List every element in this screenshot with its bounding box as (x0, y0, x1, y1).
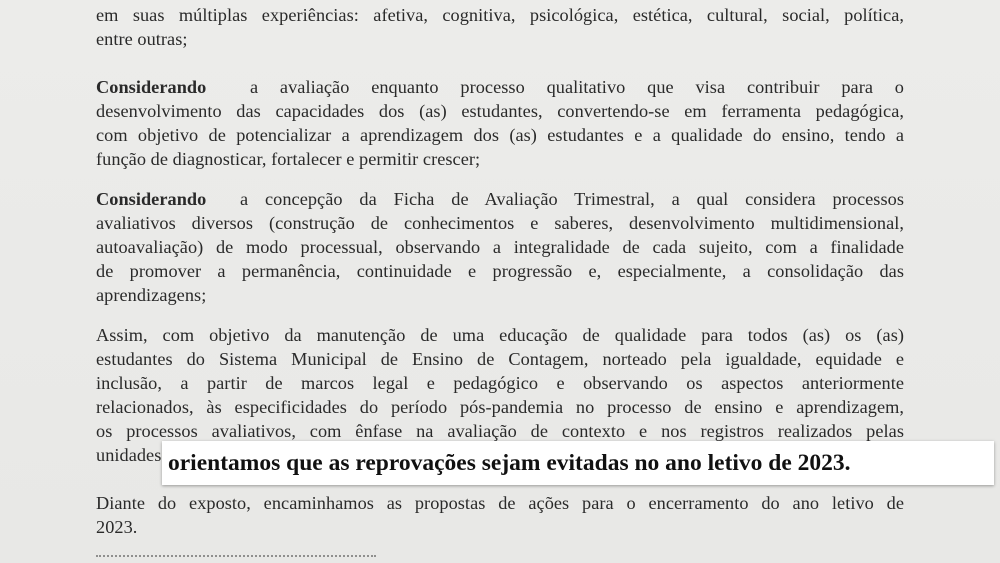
paragraph-3-line-4: de promover a permanência, continuidade e progressão e, especialmente, a consolidação das (96, 261, 904, 281)
paragraph-1-line-2: entre outras; (96, 29, 188, 49)
paragraph-5-line-1: Diante do exposto, encaminhamos as propostas de ações para o encerramento do ano letivo de (96, 493, 904, 513)
paragraph-2-first-rest: a avaliação enquanto processo qualitativo que visa contribuir para o (249, 77, 904, 97)
paragraph-1-line-1: em suas múltiplas experiências: afetiva, cognitiva, psicológica, estética, cultural, social, política, (96, 5, 904, 25)
paragraph-4-line-3: inclusão, a partir de marcos legal e pedagógico e observando os aspectos anteriormente (96, 373, 904, 393)
paragraph-2-lead: Considerando (96, 77, 207, 97)
paragraph-3-line-3: autoavaliação) de modo processual, observando a integralidade de cada sujeito, com a finalidade (96, 237, 904, 257)
paragraph-2-line-2: desenvolvimento das capacidades dos (as) estudantes, convertendo-se em ferramenta pedagógica, (96, 101, 904, 121)
paragraph-4-line-2: estudantes do Sistema Municipal de Ensino de Contagem, norteado pela igualdade, equidade e (96, 349, 904, 369)
cut-off-line (96, 555, 396, 563)
paragraph-2-line-4: função de diagnosticar, fortalecer e permitir crescer; (96, 149, 481, 169)
paragraph-2-line-1 (96, 74, 904, 100)
highlight-caption: orientamos que as reprovações sejam evitadas no ano letivo de 2023. (162, 441, 994, 485)
paragraph-4-line-1: Assim, com objetivo da manutenção de uma educação de qualidade para todos (as) os (as) (96, 325, 904, 345)
paragraph-3-first-rest: a concepção da Ficha de Avaliação Trimestral, a qual considera processos (240, 189, 904, 209)
paragraph-3-lead: Considerando (96, 189, 207, 209)
paragraph-3-line-1 (96, 186, 904, 212)
paragraph-4-line-6: unidades (96, 445, 162, 465)
paragraph-3-line-2: avaliativos diversos (construção de conhecimentos e saberes, desenvolvimento multidimensional, (96, 213, 904, 233)
paragraph-3-line-5: aprendizagens; (96, 285, 207, 305)
paragraph-4-line-5: os processos avaliativos, com ênfase na avaliação de contexto e nos registros realizados pelas (96, 421, 904, 441)
paragraph-2-line-3: com objetivo de potencializar a aprendizagem dos (as) estudantes e a qualidade do ensino, tendo a (96, 125, 904, 145)
paragraph-5-line-2: 2023. (96, 517, 138, 537)
paragraph-4-line-4: relacionados, às especificidades do período pós-pandemia no processo de ensino e aprendizagem, (96, 397, 904, 417)
